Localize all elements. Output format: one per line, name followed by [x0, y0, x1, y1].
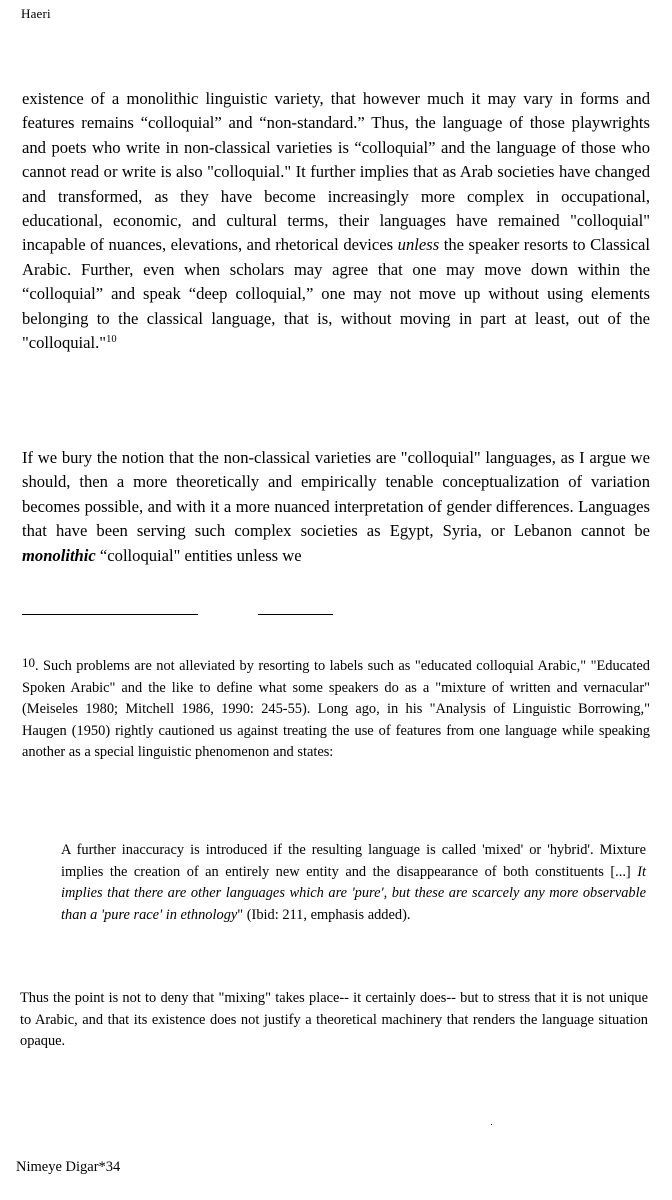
quote-citation: " (Ibid: 211, emphasis added).	[237, 906, 411, 923]
footnote-reference[interactable]: 10	[106, 334, 117, 346]
quote-emphasis: It implies that there are other languages which are 'pure', but these are scarcely any more observable than a 'pure race' in ethnology	[61, 863, 646, 923]
paragraph-text: existence of a monolithic linguistic variety, that however much it may vary in forms and features remains “colloquial” and “non-standard.” Thus, the language of those playwrights and poets who write in non-classical varieties is “colloquial” and the language of those who cannot read or write is also "colloquial." It further implies that as Arab societies have changed and transformed, as they have become increasingly more complex in occupational, educational, economic, and cultural terms, their languages have remained "colloquial" incapable of nuances, elevations, and rhetorical devices	[22, 89, 650, 255]
paragraph-text: the speaker resorts to Classical Arabic. Further, even when scholars may agree that one may move down within the “colloquial” and speak “deep colloquial,” one may not move up without using elements belonging to the classical language, that is, without moving in part at least, out of the "colloquial."	[22, 235, 650, 353]
footnote-number: 10	[22, 655, 35, 670]
scan-speck	[491, 1124, 492, 1125]
running-head: Haeri	[21, 6, 51, 21]
emphasized-word: unless	[397, 235, 440, 255]
footnote-separator-rule	[22, 614, 198, 615]
footnote-10	[22, 652, 650, 764]
emphasized-word: monolithic	[22, 545, 96, 565]
paragraph-text: “colloquial" entities unless we	[95, 545, 302, 565]
paragraph-text: If we bury the notion that the non-classical varieties are "colloquial" languages, as I argue we should, then a more theoretically and empirically tenable conceptualization of variation becomes possible, and with it a more nuanced interpretation of gender differences. Languages that have been serving such complex societies as Egypt, Syria, or Lebanon cannot be	[22, 448, 650, 541]
quote-text: A further inaccuracy is introduced if the resulting language is called 'mixed' or 'hybrid'. Mixture implies the creation of an entirely new entity and the disappearance of both constituents [...]	[61, 842, 646, 880]
footnote-separator-rule	[258, 614, 333, 615]
page-folio: Nimeye Digar*34	[16, 1159, 121, 1175]
body-paragraph-2	[22, 446, 650, 568]
footnote-block-quote	[61, 840, 646, 926]
body-paragraph-1	[22, 87, 650, 355]
continuation-text: Thus the point is not to deny that "mixing" takes place-- it certainly does-- but to stress that it is not unique to Arabic, and that its existence does not justify a theoretical machinery that renders the language situation opaque.	[20, 990, 648, 1050]
footnote-continuation	[20, 988, 648, 1053]
footnote-text: . Such problems are not alleviated by resorting to labels such as "educated colloquial Arabic," "Educated Spoken Arabic" and the like to define what some speakers do as a "mixture of written and vernacular" (Meiseles 1980; Mitchell 1986, 1990: 245-55). Long ago, in his "Analysis of Linguistic Borrowing," Haugen (1950) rightly cautioned us against treating the use of features from one language while speaking another as a special linguistic phenomenon and states:	[22, 658, 650, 761]
